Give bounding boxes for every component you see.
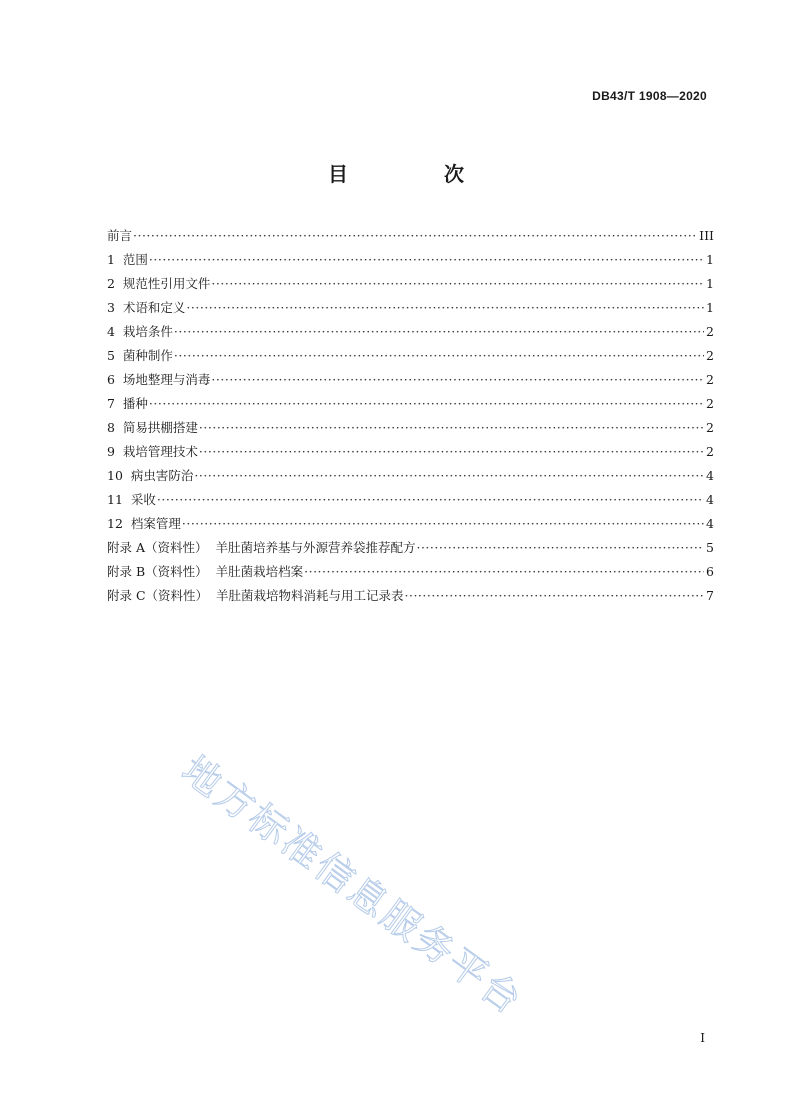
toc-entry-title: 规范性引用文件 [122, 276, 211, 291]
toc-entry-title: 栽培条件 [122, 324, 173, 339]
toc-entry[interactable] [107, 464, 714, 488]
toc-entry-page: 1 [706, 252, 714, 267]
document-code: DB43/T 1908—2020 [592, 89, 707, 103]
toc-entry-page: 2 [706, 444, 714, 459]
toc-entry[interactable] [107, 320, 714, 344]
toc-dot-leader [199, 440, 704, 464]
toc-entry-title: 病虫害防治 [130, 468, 194, 483]
toc-dot-leader [174, 344, 704, 368]
toc-entry-title: 菌种制作 [122, 348, 173, 363]
toc-dot-leader [405, 584, 704, 608]
toc-entry-title: 栽培管理技术 [122, 444, 198, 459]
toc-entry[interactable] [107, 440, 714, 464]
toc-entry-page: 5 [706, 540, 714, 555]
toc-entry[interactable] [107, 416, 714, 440]
toc-entry-number: 附录 C（资料性） [107, 588, 216, 603]
toc-entry-number: 1 [107, 252, 123, 267]
toc-entry-number: 9 [107, 444, 123, 459]
toc-entry-number: 附录 A（资料性） [107, 540, 216, 555]
toc-entry-number: 3 [107, 300, 123, 315]
watermark: 地方标准信息服务平台 [173, 747, 532, 1024]
toc-dot-leader [211, 368, 704, 392]
toc-entry-page: 7 [706, 588, 714, 603]
toc-entry[interactable] [107, 488, 714, 512]
table-of-contents [107, 224, 714, 608]
toc-entry-number: 10 [107, 468, 131, 483]
toc-entry[interactable] [107, 224, 714, 248]
toc-dot-leader [199, 416, 704, 440]
toc-entry-page: 2 [706, 324, 714, 339]
toc-dot-leader [133, 224, 697, 248]
toc-entry-title: 羊肚菌栽培物料消耗与用工记录表 [216, 588, 404, 603]
toc-entry-page: 6 [706, 564, 714, 579]
page-number: I [700, 1031, 705, 1045]
toc-entry-title: 术语和定义 [122, 300, 186, 315]
toc-entry[interactable] [107, 248, 714, 272]
toc-entry-number: 2 [107, 276, 123, 291]
toc-entry-page: 2 [706, 396, 714, 411]
toc-entry-title: 场地整理与消毒 [122, 372, 211, 387]
toc-entry-title: 播种 [122, 396, 148, 411]
toc-dot-leader [211, 272, 704, 296]
toc-entry-number: 4 [107, 324, 123, 339]
toc-dot-leader [416, 536, 704, 560]
toc-entry-title: 档案管理 [130, 516, 181, 531]
toc-entry[interactable] [107, 368, 714, 392]
toc-entry[interactable] [107, 560, 714, 584]
toc-entry-page: 4 [706, 468, 714, 483]
toc-entry-number: 7 [107, 396, 123, 411]
toc-entry[interactable] [107, 512, 714, 536]
toc-entry-title: 前言 [107, 228, 133, 243]
toc-entry-page: III [699, 228, 714, 243]
toc-dot-leader [174, 320, 704, 344]
toc-entry-title: 采收 [130, 492, 156, 507]
toc-entry-number: 6 [107, 372, 123, 387]
toc-entry-title: 范围 [122, 252, 148, 267]
toc-entry[interactable] [107, 344, 714, 368]
toc-entry[interactable] [107, 536, 714, 560]
toc-dot-leader [149, 392, 704, 416]
toc-dot-leader [304, 560, 704, 584]
toc-dot-leader [194, 464, 704, 488]
toc-entry-number: 附录 B（资料性） [107, 564, 216, 579]
toc-entry-page: 2 [706, 420, 714, 435]
toc-entry[interactable] [107, 392, 714, 416]
toc-entry[interactable] [107, 584, 714, 608]
toc-entry-number: 8 [107, 420, 123, 435]
toc-entry-page: 1 [706, 276, 714, 291]
toc-entry-number: 11 [107, 492, 131, 507]
toc-dot-leader [182, 512, 704, 536]
toc-entry-page: 4 [706, 516, 714, 531]
toc-entry-number: 5 [107, 348, 123, 363]
toc-dot-leader [157, 488, 704, 512]
toc-entry-page: 2 [706, 372, 714, 387]
toc-entry-title: 羊肚菌栽培档案 [215, 564, 304, 579]
toc-dot-leader [149, 248, 704, 272]
toc-entry-page: 1 [706, 300, 714, 315]
toc-dot-leader [186, 296, 704, 320]
toc-entry[interactable] [107, 272, 714, 296]
toc-entry-page: 2 [706, 348, 714, 363]
toc-entry-number: 12 [107, 516, 131, 531]
toc-entry-page: 4 [706, 492, 714, 507]
toc-entry[interactable] [107, 296, 714, 320]
page-title: 目 次 [328, 162, 502, 186]
toc-entry-title: 羊肚菌培养基与外源营养袋推荐配方 [215, 540, 416, 555]
toc-entry-title: 简易拱棚搭建 [122, 420, 198, 435]
